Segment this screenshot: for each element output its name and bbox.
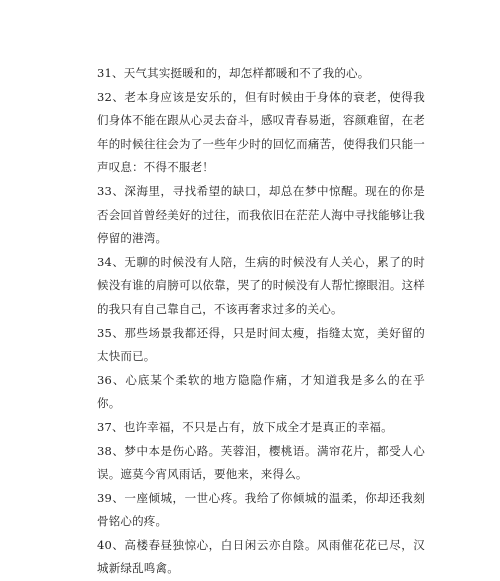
paragraph-32: 32、老本身应该是安乐的，但有时候由于身体的衰老，使得我们身体不能在跟从心灵去奋斗，感叹青春易逝，容颜难留，在老年的时候往往会为了一些年少时的回忆而痛苦，使得我们只能一声叹息：不得不服老！ bbox=[97, 89, 425, 175]
paragraph-36: 36、心底某个柔软的地方隐隐作痛，才知道我是多么的在乎你。 bbox=[97, 372, 425, 411]
paragraph-34: 34、无聊的时候没有人陪，生病的时候没有人关心，累了的时候没有谁的肩膀可以依靠，哭了的时候没有人帮忙擦眼泪。这样的我只有自己靠自己，不该再奢求过多的关心。 bbox=[97, 254, 425, 316]
paragraph-33: 33、深海里，寻找希望的缺口，却总在梦中惊醒。现在的你是否会回首曾经美好的过往，而我依旧在茫茫人海中寻找能够让我停留的港湾。 bbox=[97, 183, 425, 246]
paragraph-35: 35、那些场景我都还得，只是时间太瘦，指缝太宽，美好留的太快而已。 bbox=[97, 325, 425, 364]
paragraph-31: 31、天气其实挺暖和的，却怎样都暖和不了我的心。 bbox=[97, 66, 370, 80]
paragraph-40: 40、高楼春昼独惊心，白日闲云亦自陰。风雨催花花已尽，汉城新绿乱鸣禽。 bbox=[97, 537, 425, 576]
paragraph-37: 37、也许幸福，不只是占有，放下成全才是真正的幸福。 bbox=[97, 419, 393, 434]
paragraph-38: 38、梦中本是伤心路。芙蓉泪，樱桃语。满帘花片，都受人心误。遮莫今宵风雨话，要他来，来得么。 bbox=[97, 443, 425, 482]
document-body bbox=[97, 62, 425, 581]
paragraph-39: 39、一座倾城，一世心疼。我给了你倾城的温柔，你却还我刻骨铭心的疼。 bbox=[97, 490, 425, 529]
